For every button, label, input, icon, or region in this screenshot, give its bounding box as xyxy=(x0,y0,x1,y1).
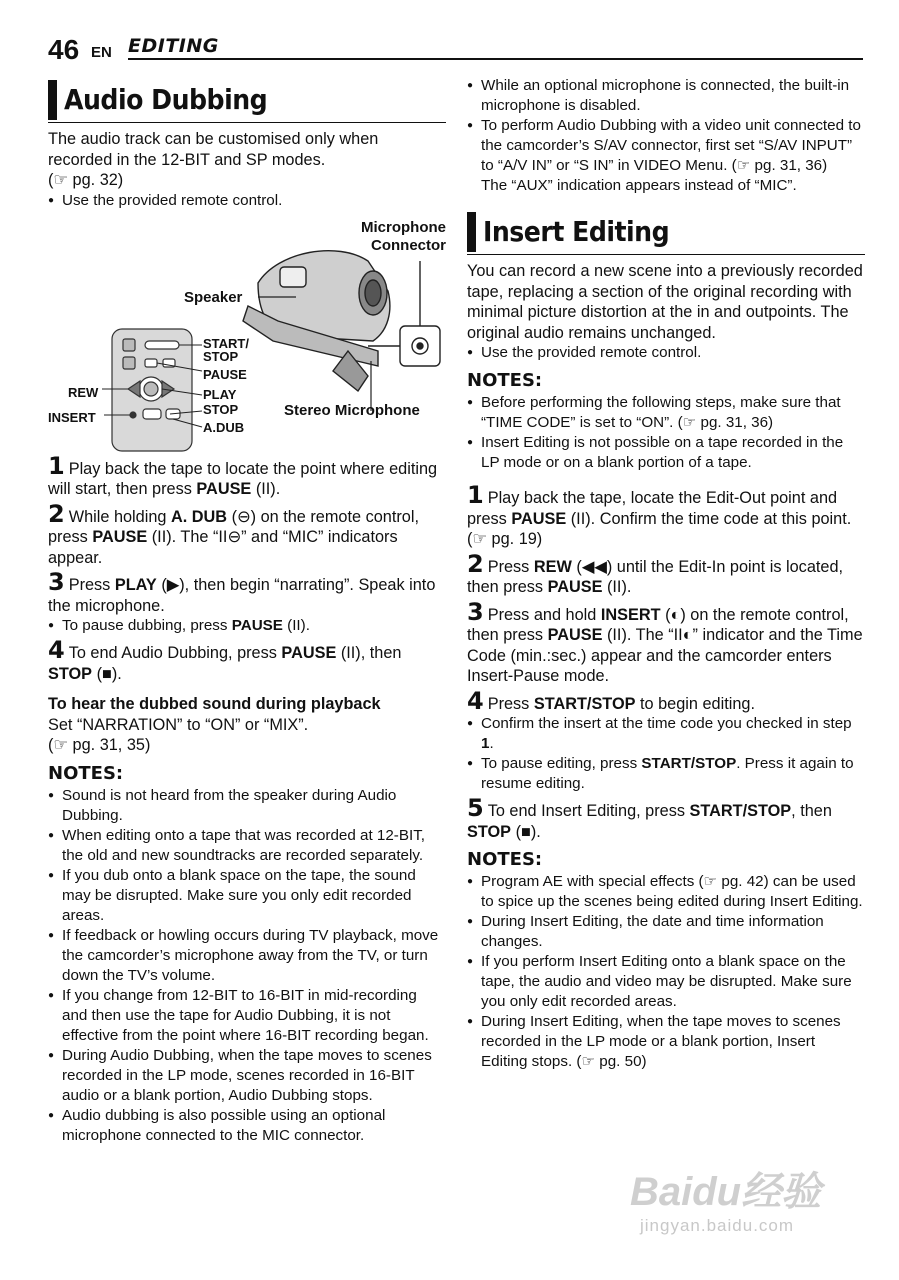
audio-step-3-note: ● To pause dubbing, press PAUSE (II). xyxy=(48,616,446,636)
label-insert: INSERT xyxy=(48,409,96,425)
label-play: PLAY xyxy=(203,386,237,402)
audio-note: ● If you dub onto a blank space on the tape, the sound may be disrupted. Make sure you only edit recorded areas. xyxy=(48,866,446,926)
camcorder-diagram xyxy=(48,211,446,456)
left-column xyxy=(48,80,446,1146)
audio-note: ● If feedback or howling occurs during TV playback, move the camcorder’s microphone away from the TV, or turn down the TV’s volume. xyxy=(48,926,446,986)
insert-note: ● During Insert Editing, when the tape moves to scenes recorded in the LP mode or a blank portion, Insert Editing stops. (☞ pg. 50) xyxy=(467,1012,865,1072)
header-rule xyxy=(128,58,863,60)
insert-note: ● Program AE with special effects (☞ pg. 42) can be used to spice up the scenes being edited during Insert Editing. xyxy=(467,872,865,912)
hear-dub-text: Set “NARRATION” to “ON” or “MIX”. xyxy=(48,715,309,734)
audio-dubbing-title: Audio Dubbing xyxy=(48,80,446,120)
audio-intro: The audio track can be customised only when recorded in the 12-BIT and SP modes. xyxy=(48,130,379,169)
insert-step-4: 4 Press START/STOP to begin editing. xyxy=(467,686,755,715)
language-label: EN xyxy=(91,44,112,61)
insert-step-5: 5 To end Insert Editing, press START/STOP, then STOP (■). xyxy=(467,794,832,841)
title-rule xyxy=(48,122,446,123)
audio-note: ● During Audio Dubbing, when the tape moves to scenes recorded in the LP mode, scenes recorded in 16-BIT audio or a blank portion, Audio Dubbing stops. xyxy=(48,1046,446,1106)
label-stop: STOP xyxy=(203,401,239,417)
audio-note: ● Audio dubbing is also possible using an optional microphone connected to the MIC connector. xyxy=(48,1106,446,1146)
audio-step-1: 1 Play back the tape to locate the point where editing will start, then press PAUSE (II). xyxy=(48,451,438,498)
audio-step-2: 2 While holding A. DUB (⊖) on the remote control, press PAUSE (II). The “II⊖” and “MIC” indicators appear. xyxy=(48,499,419,567)
label-rew: REW xyxy=(68,384,99,400)
insert-pre-note: ● Before performing the following steps, make sure that “TIME CODE” is set to “ON”. (☞ pg. 31, 36) xyxy=(467,393,865,433)
audio-note: ● Sound is not heard from the speaker during Audio Dubbing. xyxy=(48,786,446,826)
insert-step-2: 2 Press REW (◀◀) until the Edit-In point is located, then press PAUSE (II). xyxy=(467,549,844,596)
remote-control-icon xyxy=(112,329,192,451)
camcorder-icon xyxy=(243,250,390,390)
audio-note: ● When editing onto a tape that was recorded at 12-BIT, the old and new soundtracks are recorded separately. xyxy=(48,826,446,866)
audio-step-3: 3 Press PLAY (▶), then begin “narrating”. Speak into the microphone. xyxy=(48,568,436,615)
insert-notes2-label: NOTES: xyxy=(467,849,543,870)
insert-remote-note: ● Use the provided remote control. xyxy=(467,343,865,363)
label-stereo-microphone: Stereo Microphone xyxy=(284,401,420,419)
label-pause: PAUSE xyxy=(203,366,247,382)
insert-step-4-note-1: ● Confirm the insert at the time code you checked in step 1. xyxy=(467,714,865,754)
insert-notes-label: NOTES: xyxy=(467,370,543,391)
insert-step-3: 3 Press and hold INSERT (◐) on the remote control, then press PAUSE (II). The “II◐” indicator and the Time Code (min.:sec.) appear and the camcorder enters Insert-Pause mode. xyxy=(467,597,863,685)
insert-note: ● During Insert Editing, the date and time information changes. xyxy=(467,912,865,952)
audio-intro-ref: (☞ pg. 32) xyxy=(48,171,124,189)
insert-note: ● If you perform Insert Editing onto a blank space on the tape, the audio and video may be disrupted. Make sure you only edit recorded areas. xyxy=(467,952,865,1012)
label-speaker: Speaker xyxy=(184,288,243,306)
insert-intro: You can record a new scene into a previously recorded tape, replacing a section of the original recording with minimal picture distortion at the in and outpoints. The original audio remains unchanged. xyxy=(467,262,863,342)
sav-note: ● To perform Audio Dubbing with a video unit connected to the camcorder’s S/AV connector, first set “S/AV INPUT” to “A/V IN” or “S IN” in VIDEO Menu. (☞ pg. 31, 36) xyxy=(467,116,865,176)
label-start-stop: START/ STOP xyxy=(203,335,249,364)
audio-note: ● If you change from 12-BIT to 16-BIT in mid-recording and then use the tape for Audio Dubbing, it is not effective from the point where 16-BIT recording began. xyxy=(48,986,446,1046)
title-rule xyxy=(467,254,865,255)
insert-editing-title: Insert Editing xyxy=(467,212,865,252)
audio-notes-label: NOTES: xyxy=(48,762,124,784)
label-microphone-connector: Microphone Connector xyxy=(361,218,446,254)
hear-dub-title: To hear the dubbed sound during playback xyxy=(48,695,381,713)
right-column xyxy=(467,76,865,1072)
aux-note: The “AUX” indication appears instead of “MIC”. xyxy=(481,177,797,194)
audio-step-4: 4 To end Audio Dubbing, press PAUSE (II), then STOP (■). xyxy=(48,636,402,683)
insert-step-1: 1 Play back the tape, locate the Edit-Out point and press PAUSE (II). Confirm the time code at this point. (☞ pg. 19) xyxy=(467,481,852,548)
insert-pre-note: ● Insert Editing is not possible on a tape recorded in the LP mode or on a blank portion of a tape. xyxy=(467,433,865,473)
label-a-dub: A.DUB xyxy=(203,419,245,435)
baidu-watermark xyxy=(630,1160,880,1270)
insert-step-4-note-2: ● To pause editing, press START/STOP. Press it again to resume editing. xyxy=(467,754,865,794)
page-header xyxy=(48,34,863,66)
watermark-brand: Baidu经验 xyxy=(630,1170,822,1214)
page-number: 46 xyxy=(48,34,80,65)
hear-dub-ref: (☞ pg. 31, 35) xyxy=(48,736,151,754)
mic-note: ● While an optional microphone is connected, the built-in microphone is disabled. xyxy=(467,76,865,116)
audio-remote-note: ● Use the provided remote control. xyxy=(48,191,446,211)
watermark-url: jingyan.baidu.com xyxy=(640,1216,795,1235)
section-title: EDITING xyxy=(128,35,219,57)
